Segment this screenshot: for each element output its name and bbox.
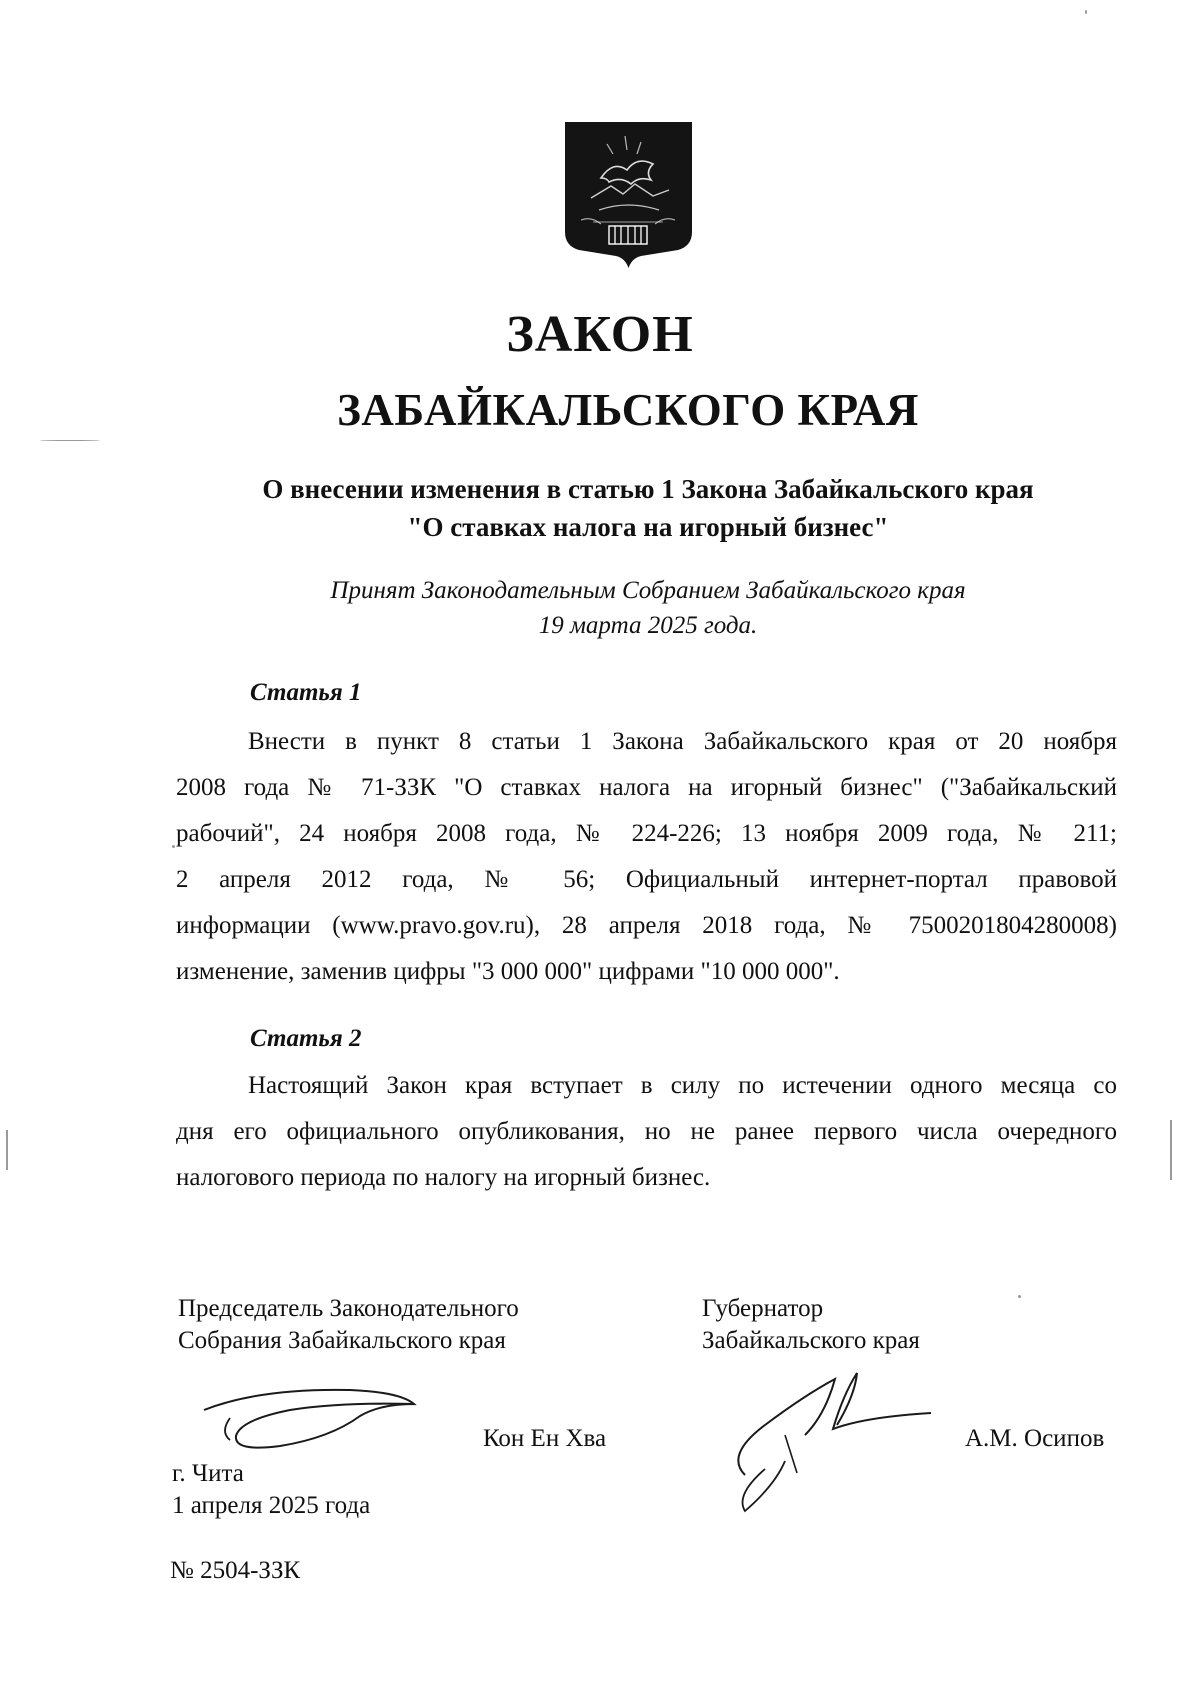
- governor-title-line-1: Губернатор: [702, 1295, 824, 1322]
- governor-title-line-2: Забайкальского края: [702, 1327, 920, 1354]
- article-2-line: налогового периода по налогу на игорный бизнес.: [176, 1164, 711, 1191]
- adoption-note: [120, 573, 1176, 643]
- adoption-note-line-2: 19 марта 2025 года.: [538, 612, 758, 639]
- city: г. Чита: [172, 1460, 244, 1487]
- article-2-line: Настоящий Закон края вступает в силу по истечении одного месяца со: [248, 1072, 1117, 1099]
- chair-signature: [200, 1380, 420, 1470]
- law-title: ЗАКОН: [506, 306, 694, 363]
- law-region-title: ЗАБАЙКАЛЬСКОГО КРАЯ: [337, 385, 919, 435]
- scan-speck: [1085, 10, 1087, 14]
- signing-date: 1 апреля 2025 года: [172, 1492, 371, 1519]
- law-heading: [120, 470, 1176, 546]
- governor-signature: [725, 1365, 935, 1515]
- law-number: № 2504-ЗЗК: [170, 1557, 301, 1584]
- article-2-title: Статья 2: [250, 1025, 362, 1052]
- scan-speck: [1170, 1120, 1172, 1180]
- article-2-line: дня его официального опубликования, но не ранее первого числа очередного: [176, 1118, 1117, 1145]
- article-1-line: рабочий", 24 ноября 2008 года, № 224-226; 13 ноября 2009 года, № 211;: [176, 820, 1117, 847]
- law-heading-line-2: "О ставках налога на игорный бизнес": [407, 512, 889, 542]
- article-1-line: 2 апреля 2012 года, № 56; Официальный интернет-портал правовой: [176, 866, 1117, 893]
- article-1-title: Статья 1: [250, 679, 362, 706]
- chair-title-line-2: Собрания Забайкальского края: [178, 1327, 506, 1354]
- article-1-line: Внести в пункт 8 статьи 1 Закона Забайкальского края от 20 ноября: [248, 728, 1117, 755]
- scan-speck: [40, 440, 100, 441]
- article-1-line: информации (www.pravo.gov.ru), 28 апреля 2018 года, № 7500201804280008): [176, 912, 1117, 939]
- article-1-line: изменение, заменив цифры "3 000 000" цифрами "10 000 000".: [176, 958, 840, 985]
- governor-name: А.М. Осипов: [965, 1425, 1105, 1452]
- article-1-line: 2008 года № 71-ЗЗК "О ставках налога на игорный бизнес" ("Забайкальский: [176, 774, 1117, 801]
- chair-name: Кон Ен Хва: [483, 1425, 607, 1452]
- scan-speck: [172, 845, 175, 848]
- coat-of-arms-emblem-icon: [561, 120, 696, 270]
- adoption-note-line-1: Принят Законодательным Собранием Забайкальского края: [330, 577, 966, 604]
- law-heading-line-1: О внесении изменения в статью 1 Закона Забайкальского края: [262, 474, 1034, 504]
- chair-title-line-1: Председатель Законодательного: [178, 1295, 519, 1322]
- scan-speck: [6, 1130, 8, 1170]
- scan-speck: [1018, 1295, 1021, 1298]
